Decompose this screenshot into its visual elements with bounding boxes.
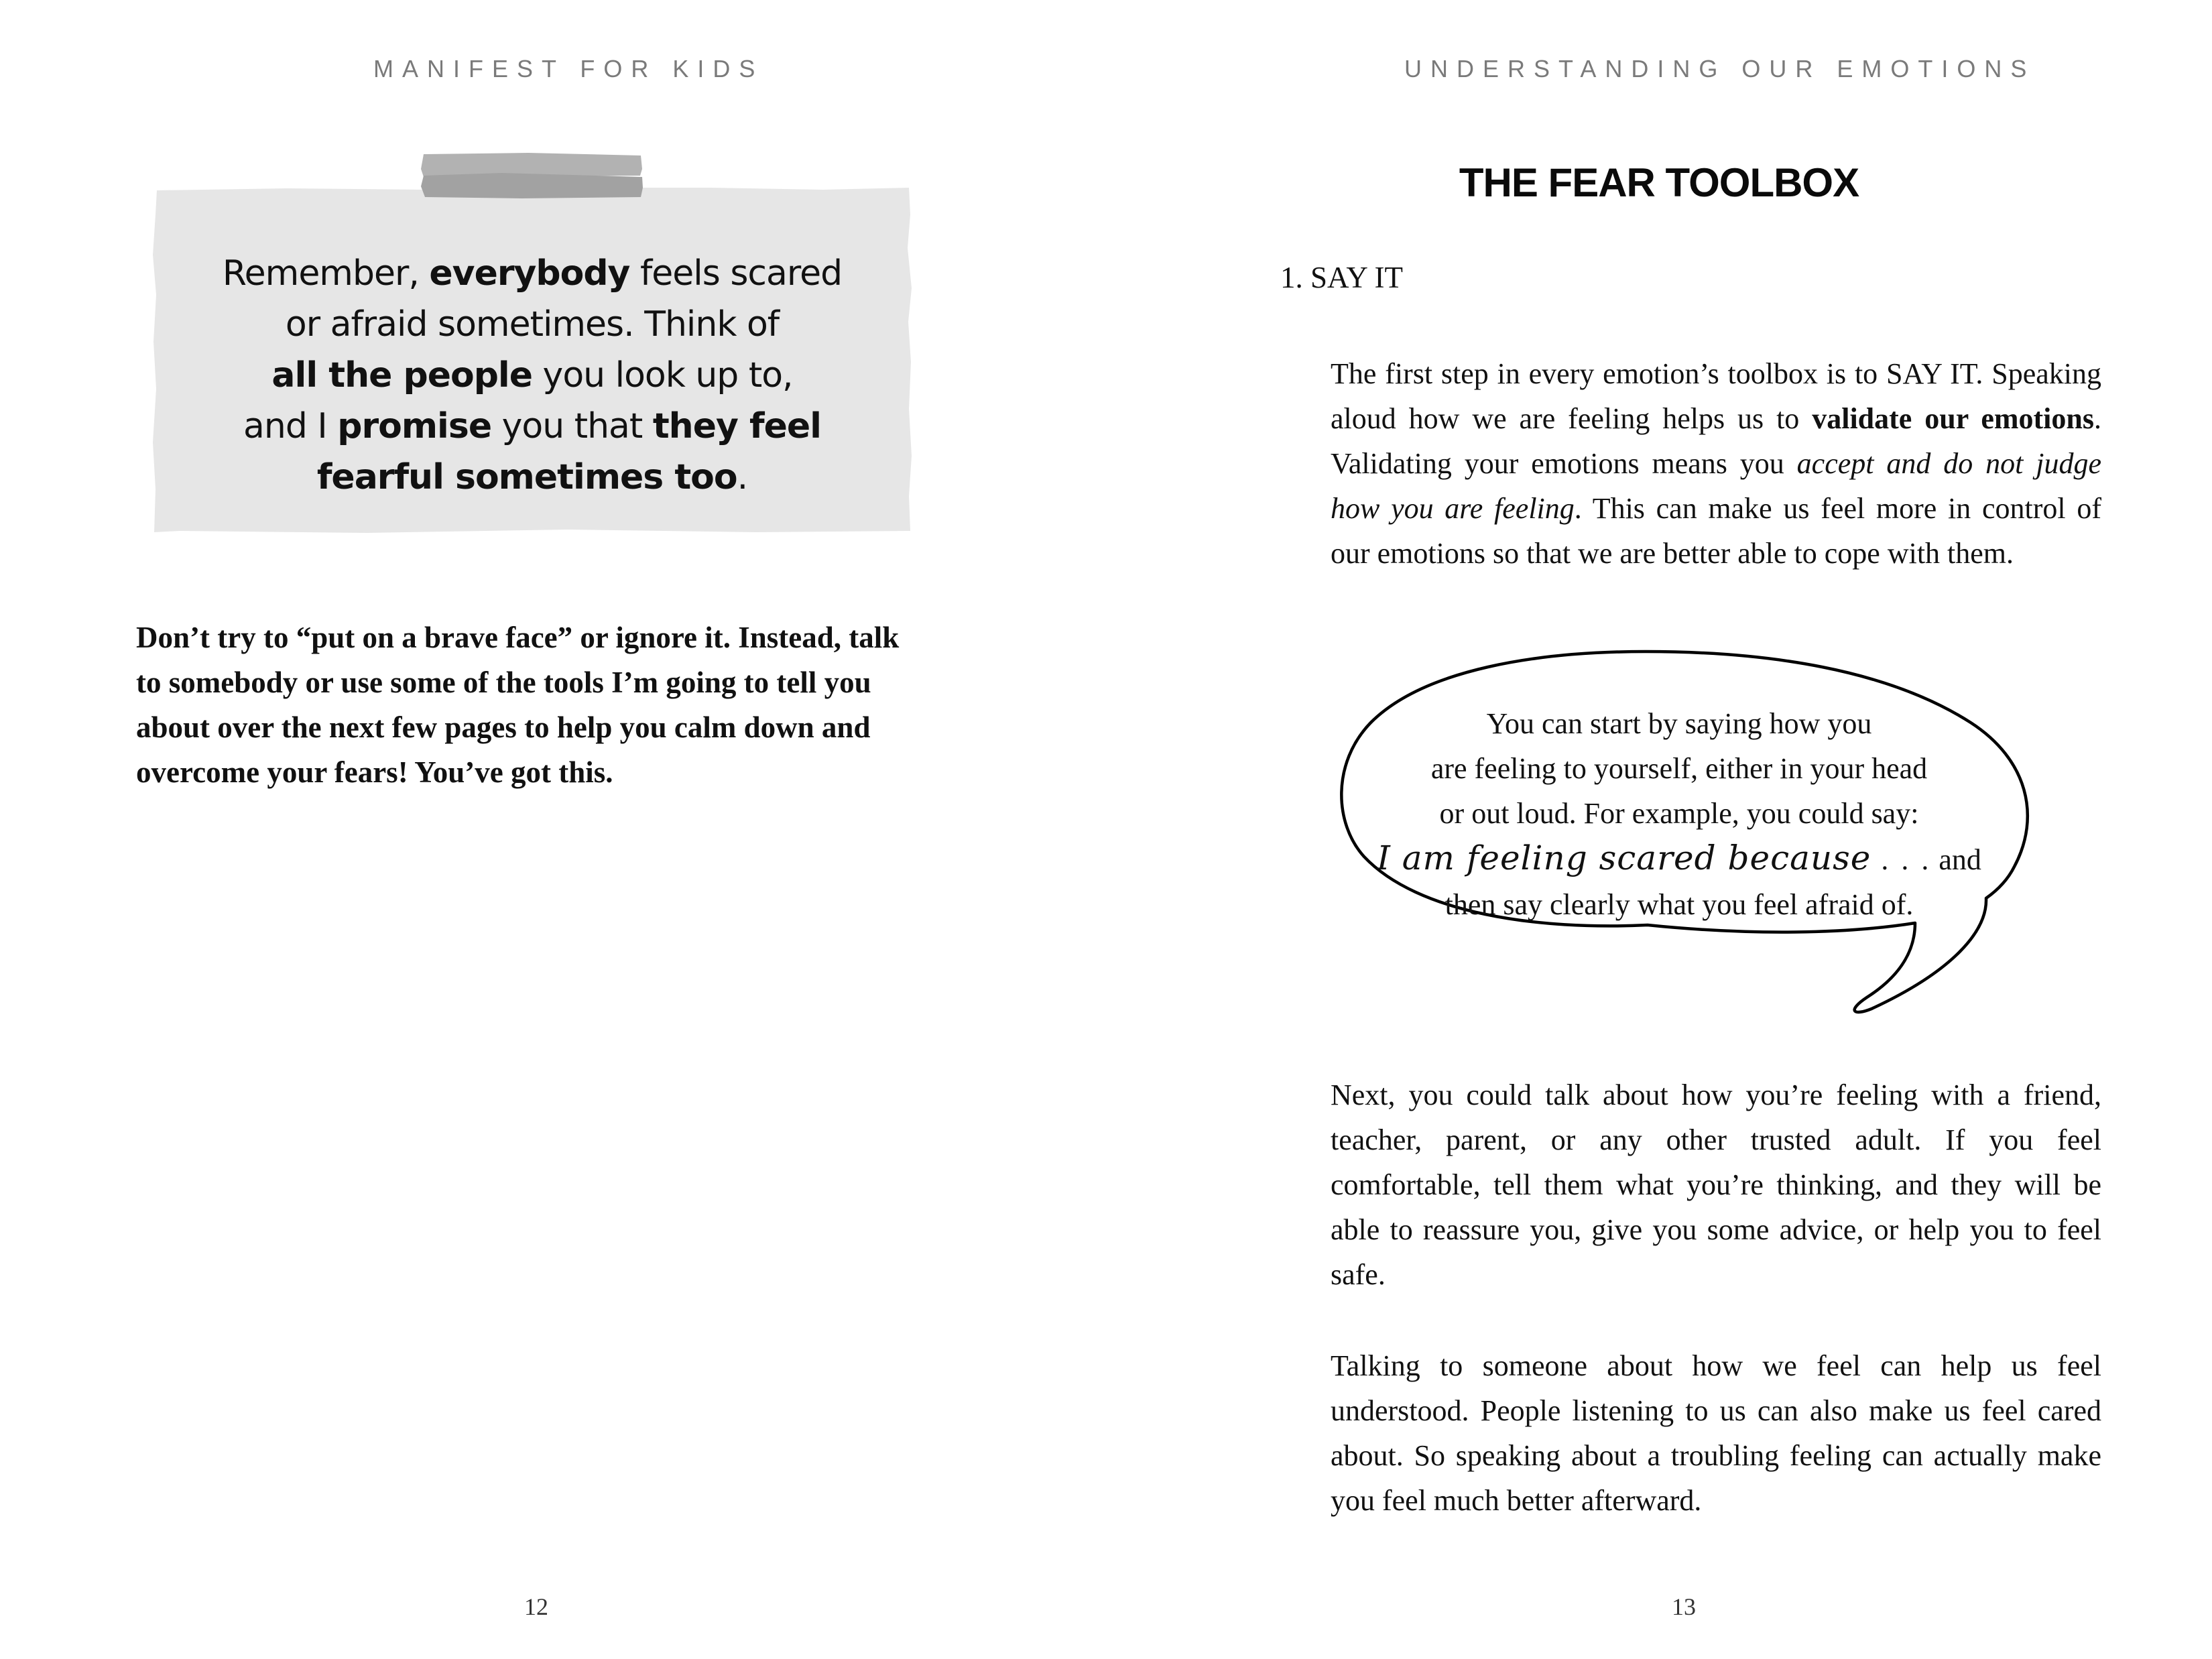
step-heading: 1. SAY IT	[1280, 261, 1403, 294]
paragraph-line: about over the next few pages to help you calm down and	[136, 711, 871, 744]
note-card-text	[153, 248, 912, 503]
bubble-line: I am feeling scared because . . . and	[1377, 839, 1981, 877]
paragraph-line: to somebody or use some of the tools I’m going to tell you	[136, 666, 871, 699]
running-head-left: MANIFEST FOR KIDS	[373, 55, 764, 82]
paragraph-talk-to-someone: Next, you could talk about how you’re feeling with a friend, teacher, parent, or any other trusted adult. If you feel comfortable, tell them what you’re thinking, and they will be able to reassure you, give you some advice, or help you to feel safe.	[1331, 1079, 2101, 1291]
note-card	[153, 188, 912, 533]
bubble-line: or out loud. For example, you could say:	[1439, 797, 1919, 830]
paragraph-feel-understood: Talking to someone about how we feel can help us feel understood. People listening to us can also make us feel cared about. So speaking about a troubling feeling can actually make you feel much better afterward.	[1331, 1349, 2101, 1517]
speech-bubble	[1337, 649, 2048, 1024]
tape-strip	[421, 153, 643, 198]
encouragement-paragraph	[136, 615, 944, 795]
paragraph-line: Don’t try to “put on a brave face” or ignore it. Instead, talk	[136, 621, 900, 654]
bubble-line: are feeling to yourself, either in your head	[1430, 752, 1928, 785]
paragraph-line: overcome your fears! You’ve got this.	[136, 755, 613, 789]
bold-phrase: validate our emotions	[1812, 402, 2094, 435]
right-page	[1106, 0, 2212, 1659]
bubble-line: then say clearly what you feel afraid of.	[1445, 888, 1914, 921]
note-line: or afraid sometimes. Think of	[285, 304, 780, 345]
running-head-right: UNDERSTANDING OUR EMOTIONS	[1404, 55, 2036, 82]
note-line: all the people you look up to,	[271, 355, 793, 395]
page-number-left: 12	[524, 1593, 548, 1620]
note-line: Remember, everybody feels scared	[222, 253, 843, 294]
handwritten-phrase: I am feeling scared because	[1377, 839, 1871, 877]
note-line: and I promise you that they feel	[243, 406, 821, 446]
italic-phrase: accept and do not judge how you are feeling	[1331, 447, 2101, 525]
paragraph-say-it: The first step in every emotion’s toolbox is to SAY IT. Speaking aloud how we are feeling helps us to validate our emotions. Validating your emotions means you accept and do not judge how you are feeling. This can make us feel more in control of our emotions so that we are better able to cope with them.	[1331, 357, 2101, 570]
speech-bubble-text	[1364, 701, 1994, 927]
bubble-line: You can start by saying how you	[1486, 707, 1872, 740]
note-line: fearful sometimes too.	[316, 457, 748, 497]
section-title: THE FEAR TOOLBOX	[1459, 160, 1859, 205]
page-number-right: 13	[1672, 1593, 1696, 1620]
